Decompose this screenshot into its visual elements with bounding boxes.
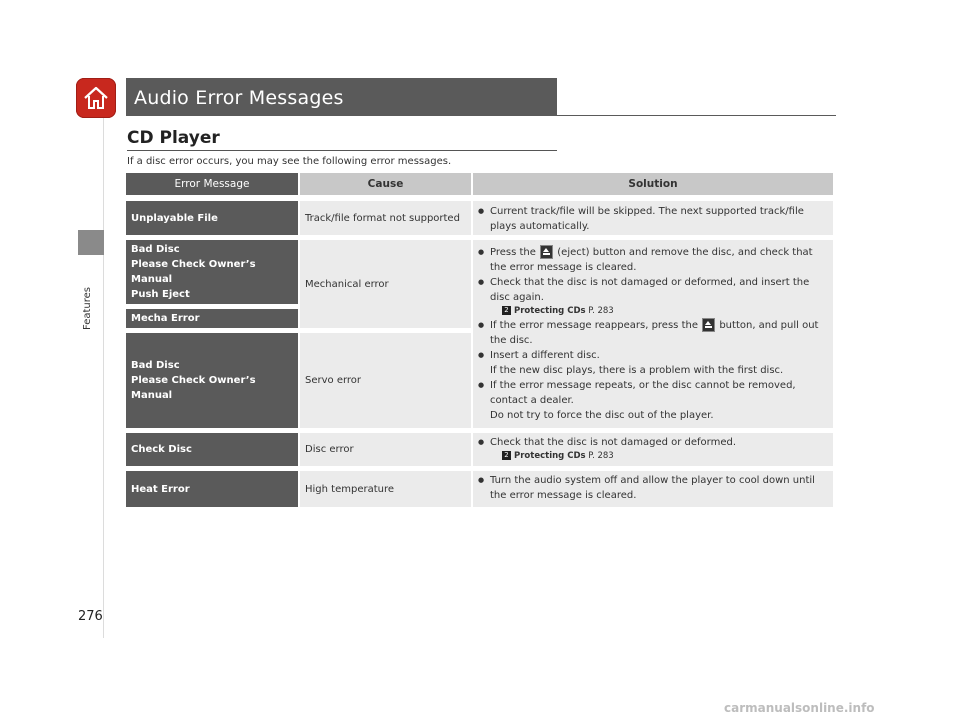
page-title-bar xyxy=(126,78,557,115)
solution-bullet: ● If the error message repeats, or the disc cannot be removed, contact a dealer. Do not try to force the disc out of the player. xyxy=(478,378,827,423)
solution-bullet: ● Press the (eject) button and remove the disc, and check that the error message is cleared. xyxy=(478,245,827,275)
table-row-cause: Disc error xyxy=(300,433,471,466)
section-heading: CD Player xyxy=(127,128,220,148)
solution-bullet: ● Current track/file will be skipped. The next supported track/file plays automatically. xyxy=(478,204,827,234)
error-line: Bad Disc xyxy=(131,244,180,255)
eject-button-icon xyxy=(540,245,553,259)
table-row-error: Heat Error xyxy=(126,471,298,507)
table-row-solution xyxy=(473,433,833,466)
home-icon xyxy=(82,84,110,112)
solution-bullet: ● If the error message reappears, press the button, and pull out the disc. xyxy=(478,318,827,348)
section-label: Features xyxy=(82,287,93,330)
table-row-cause: Mechanical error xyxy=(300,240,471,328)
error-line: Bad Disc xyxy=(131,360,180,371)
error-line: Please Check Owner’s xyxy=(131,375,256,386)
section-heading-rule xyxy=(127,150,557,151)
arrow-icon: 2 xyxy=(502,451,511,460)
title-rule xyxy=(126,115,836,116)
error-line: Manual xyxy=(131,390,173,401)
solution-bullet: ● Check that the disc is not damaged or deformed. xyxy=(478,435,827,450)
table-row-error xyxy=(126,240,298,304)
table-row-cause: Track/file format not supported xyxy=(300,201,471,235)
col-header-cause: Cause xyxy=(300,173,471,195)
table-row-error: Mecha Error xyxy=(126,309,298,328)
watermark: carmanualsonline.info xyxy=(724,701,875,715)
sidebar-divider xyxy=(103,78,104,638)
table-row-cause: Servo error xyxy=(300,333,471,428)
table-row-cause: High temperature xyxy=(300,471,471,507)
error-line: Push Eject xyxy=(131,289,190,300)
cross-reference-link[interactable]: 2 Protecting CDs P. 283 xyxy=(478,450,827,463)
solution-bullet: ● Turn the audio system off and allow the player to cool down until the error message is cleared. xyxy=(478,473,827,503)
page-title: Audio Error Messages xyxy=(134,87,344,109)
page-number: 276 xyxy=(78,609,103,624)
home-button[interactable] xyxy=(76,78,116,118)
eject-button-icon xyxy=(702,318,715,332)
section-intro: If a disc error occurs, you may see the following error messages. xyxy=(127,156,452,167)
cross-reference-link[interactable]: 2 Protecting CDs P. 283 xyxy=(478,305,827,318)
error-line: Please Check Owner’s xyxy=(131,259,256,270)
solution-bullet: ● Check that the disc is not damaged or deformed, and insert the disc again. xyxy=(478,275,827,305)
table-row-solution xyxy=(473,471,833,507)
table-row-error xyxy=(126,333,298,428)
solution-bullet: ● Insert a different disc. If the new disc plays, there is a problem with the first disc. xyxy=(478,348,827,378)
col-header-error: Error Message xyxy=(126,173,298,195)
table-row-error: Check Disc xyxy=(126,433,298,466)
table-row-error: Unplayable File xyxy=(126,201,298,235)
table-row-solution xyxy=(473,201,833,235)
table-shared-solution xyxy=(473,240,833,428)
col-header-solution: Solution xyxy=(473,173,833,195)
error-line: Manual xyxy=(131,274,173,285)
arrow-icon: 2 xyxy=(502,306,511,315)
